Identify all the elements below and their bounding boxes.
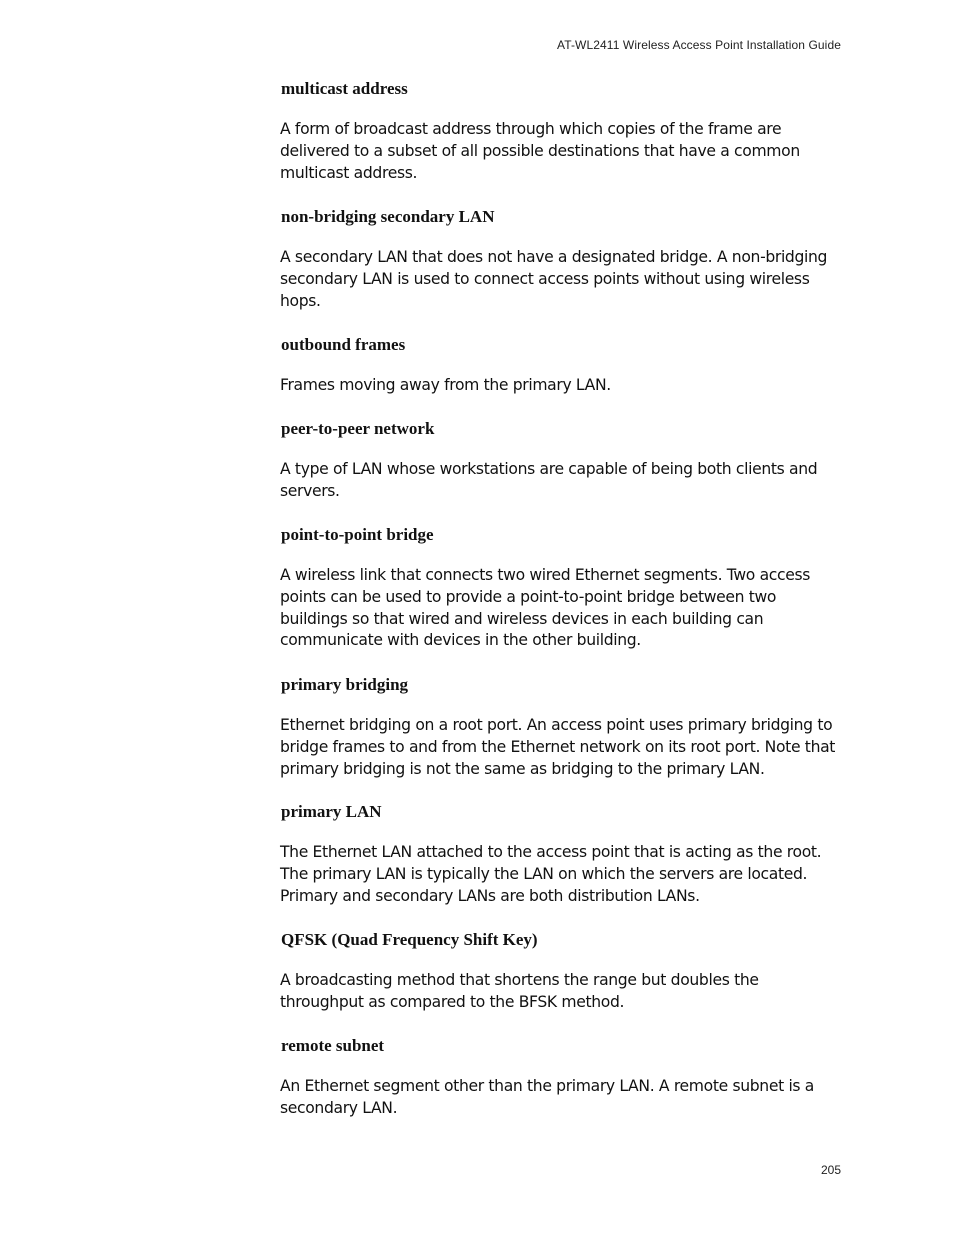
glossary-definition: Frames moving away from the primary LAN. bbox=[280, 376, 611, 394]
glossary-definition: A broadcasting method that shortens the range but doubles the throughput as compared to the BFSK method. bbox=[280, 971, 759, 1011]
glossary-term: outbound frames bbox=[281, 335, 406, 354]
glossary-definition: The Ethernet LAN attached to the access point that is acting as the root. The primary LAN is typically the LAN on which the servers are located. Primary and secondary LANs are both distribution LANs. bbox=[280, 843, 822, 905]
glossary-term: primary bridging bbox=[281, 675, 409, 694]
running-header: AT-WL2411 Wireless Access Point Installation Guide bbox=[556, 38, 841, 52]
glossary-definition: A wireless link that connects two wired Ethernet segments. Two access points can be used to provide a point-to-point bridge between two buildings so that wired and wireless devices in each building can communicate with devices in the other building. bbox=[280, 566, 811, 650]
glossary-term: remote subnet bbox=[281, 1036, 385, 1055]
glossary-definition: A secondary LAN that does not have a designated bridge. A non-bridging secondary LAN is used to connect access points without using wireless hops. bbox=[280, 248, 828, 310]
glossary-term: non-bridging secondary LAN bbox=[281, 207, 495, 226]
glossary-term: primary LAN bbox=[281, 802, 382, 821]
glossary-definition: A type of LAN whose workstations are capable of being both clients and servers. bbox=[280, 460, 818, 500]
glossary-term: QFSK (Quad Frequency Shift Key) bbox=[281, 930, 538, 949]
glossary-definition: An Ethernet segment other than the primary LAN. A remote subnet is a secondary LAN. bbox=[280, 1077, 815, 1117]
glossary-term: point-to-point bridge bbox=[281, 525, 434, 544]
glossary-term: multicast address bbox=[281, 79, 408, 98]
glossary-term: peer-to-peer network bbox=[281, 419, 435, 438]
page-number: 205 bbox=[820, 1163, 841, 1177]
glossary-definition: Ethernet bridging on a root port. An access point uses primary bridging to bridge frames to and from the Ethernet network on its root port. Note that primary bridging is not the same as bridging to the primary LAN. bbox=[280, 716, 836, 778]
glossary-definition: A form of broadcast address through which copies of the frame are delivered to a subset of all possible destinations that have a common multicast address. bbox=[280, 120, 800, 182]
